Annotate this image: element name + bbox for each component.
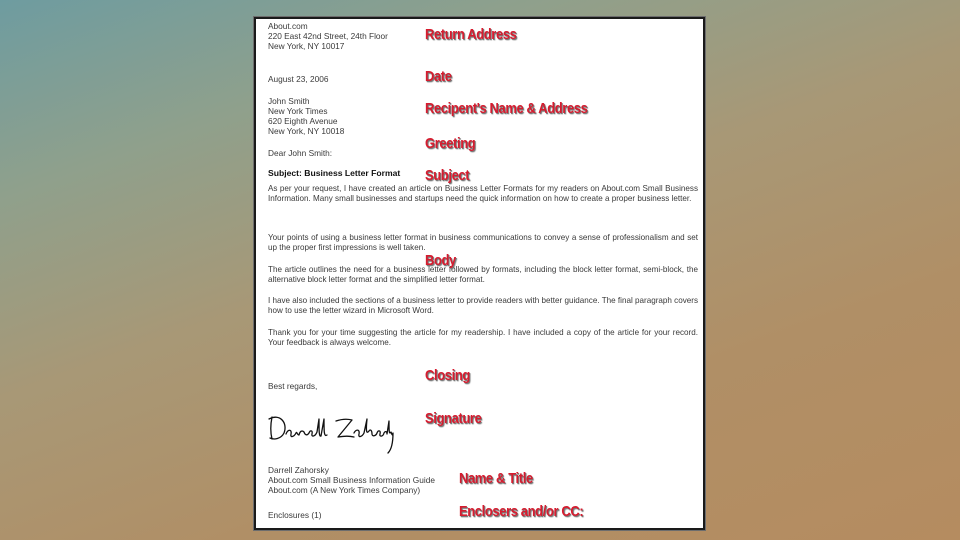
letter-date: August 23, 2006 [268,74,329,84]
body-paragraph-4: I have also included the sections of a business letter to provide readers with better guidance. The final paragraph covers how to use the letter wizard in Microsoft Word. [268,296,698,316]
closing-text: Best regards, [268,381,318,391]
recipient-line-1: John Smith [268,96,310,106]
body-paragraph-3: The article outlines the need for a business letter followed by formats, including the block letter format, semi-block, the alternative block letter format and the simplified letter format. [268,265,698,285]
label-name-title: Name & Title [459,470,533,487]
return-address-line-1: About.com [268,21,308,31]
letter-page [254,17,705,530]
label-subject: Subject [425,167,470,184]
label-body: Body [425,252,456,269]
enclosures-text: Enclosures (1) [268,510,322,520]
return-address-line-2: 220 East 42nd Street, 24th Floor [268,31,388,41]
handwritten-signature [266,407,396,457]
label-greeting: Greeting [425,135,476,152]
recipient-line-4: New York, NY 10018 [268,126,345,136]
label-recipient: Recipent's Name & Address [425,100,588,117]
body-paragraph-5: Thank you for your time suggesting the article for my readership. I have included a copy of the article for your record. Your feedback is always welcome. [268,328,698,348]
name-title-line-1: Darrell Zahorsky [268,465,329,475]
greeting-text: Dear John Smith: [268,148,333,158]
body-paragraph-2: Your points of using a business letter format in business communications to convey a sense of professionalism and set up the proper first impressions is well taken. [268,233,698,253]
label-date: Date [425,68,452,85]
return-address-line-3: New York, NY 10017 [268,41,345,51]
name-title-line-2: About.com Small Business Information Guide [268,475,435,485]
label-enclosures: Enclosers and/or CC: [459,503,584,520]
recipient-line-3: 620 Eighth Avenue [268,116,338,126]
subject-line: Subject: Business Letter Format [268,168,401,178]
recipient-line-2: New York Times [268,106,328,116]
label-signature: Signature [425,410,482,427]
body-paragraph-1: As per your request, I have created an article on Business Letter Formats for my readers on About.com Small Business Information. Many small businesses and startups need the quick information on how to create a proper business letter. [268,184,698,204]
label-closing: Closing [425,367,470,384]
label-return-address: Return Address [425,26,517,43]
name-title-line-3: About.com (A New York Times Company) [268,485,421,495]
